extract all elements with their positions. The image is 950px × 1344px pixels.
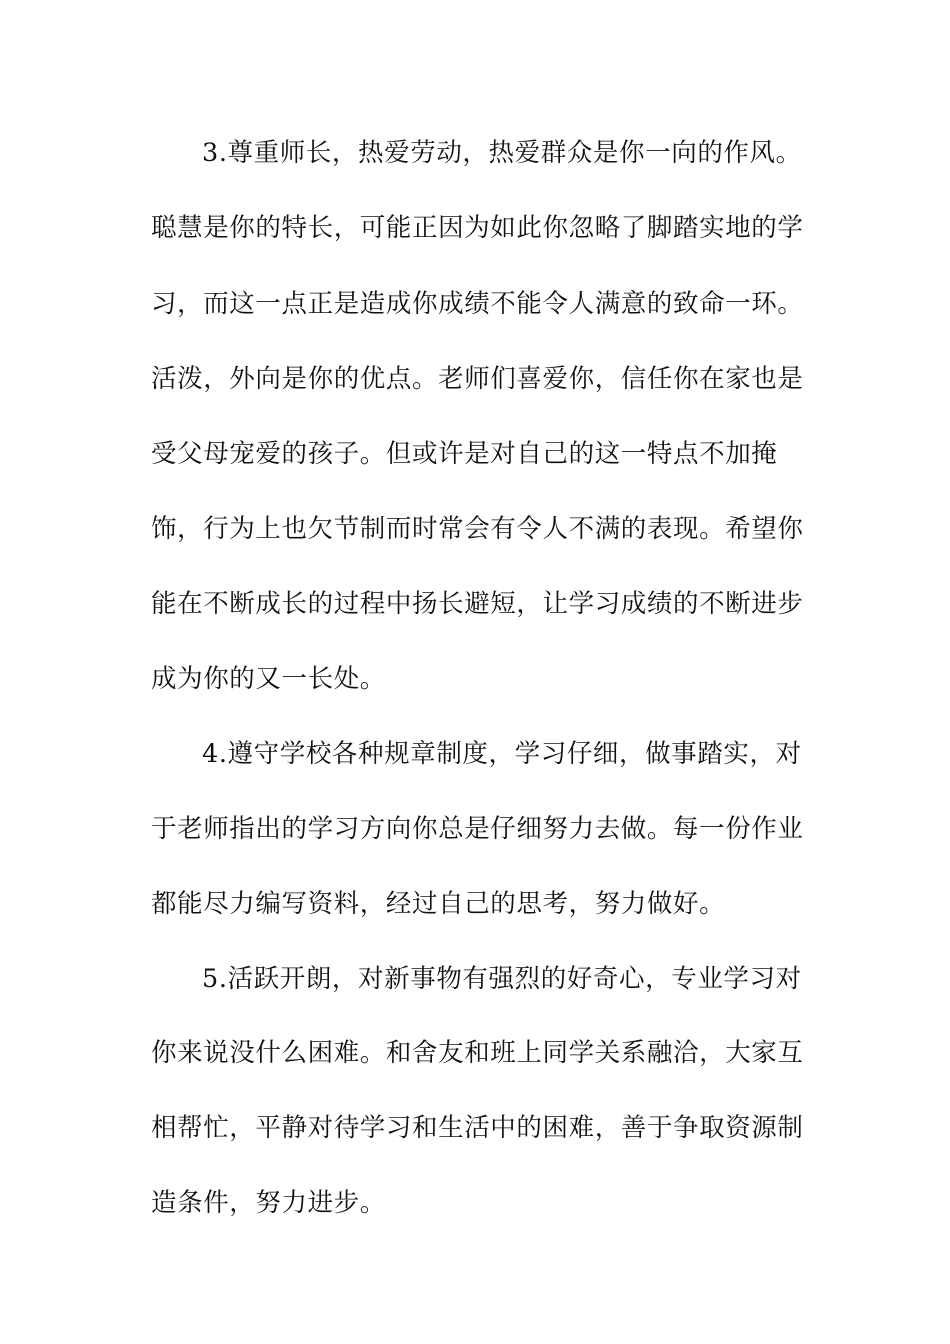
paragraph-3-line-1: 3.尊重师长，热爱劳动，热爱群众是你一向的作风。 [202,138,802,168]
paragraph-3-line-5: 受父母宠爱的孩子。但或许是对自己的这一特点不加掩 [151,439,778,469]
paragraph-3-line-3: 习，而这一点正是造成你成绩不能令人满意的致命一环。 [151,289,804,319]
paragraph-3-line-6: 饰，行为上也欠节制而时常会有令人不满的表现。希望你 [151,514,804,544]
paragraph-3-line-8: 成为你的又一长处。 [151,664,386,694]
paragraph-4-line-3: 都能尽力编写资料，经过自己的思考，努力做好。 [151,889,726,919]
paragraph-3-line-7: 能在不断成长的过程中扬长避短，让学习成绩的不断进步 [151,589,804,619]
paragraph-5-line-2: 你来说没什么困难。和舍友和班上同学关系融洽，大家互 [151,1038,804,1068]
paragraph-4-line-2: 于老师指出的学习方向你总是仔细努力去做。每一份作业 [151,814,804,844]
paragraph-5-line-3: 相帮忙，平静对待学习和生活中的困难，善于争取资源制 [151,1113,804,1143]
paragraph-3-line-2: 聪慧是你的特长，可能正因为如此你忽略了脚踏实地的学 [151,213,804,243]
paragraph-5-line-4: 造条件，努力进步。 [151,1188,386,1218]
paragraph-3-line-4: 活泼，外向是你的优点。老师们喜爱你，信任你在家也是 [151,364,804,394]
paragraph-4-line-1: 4.遵守学校各种规章制度，学习仔细，做事踏实，对 [202,739,802,769]
paragraph-5-line-1: 5.活跃开朗，对新事物有强烈的好奇心，专业学习对 [202,964,802,994]
